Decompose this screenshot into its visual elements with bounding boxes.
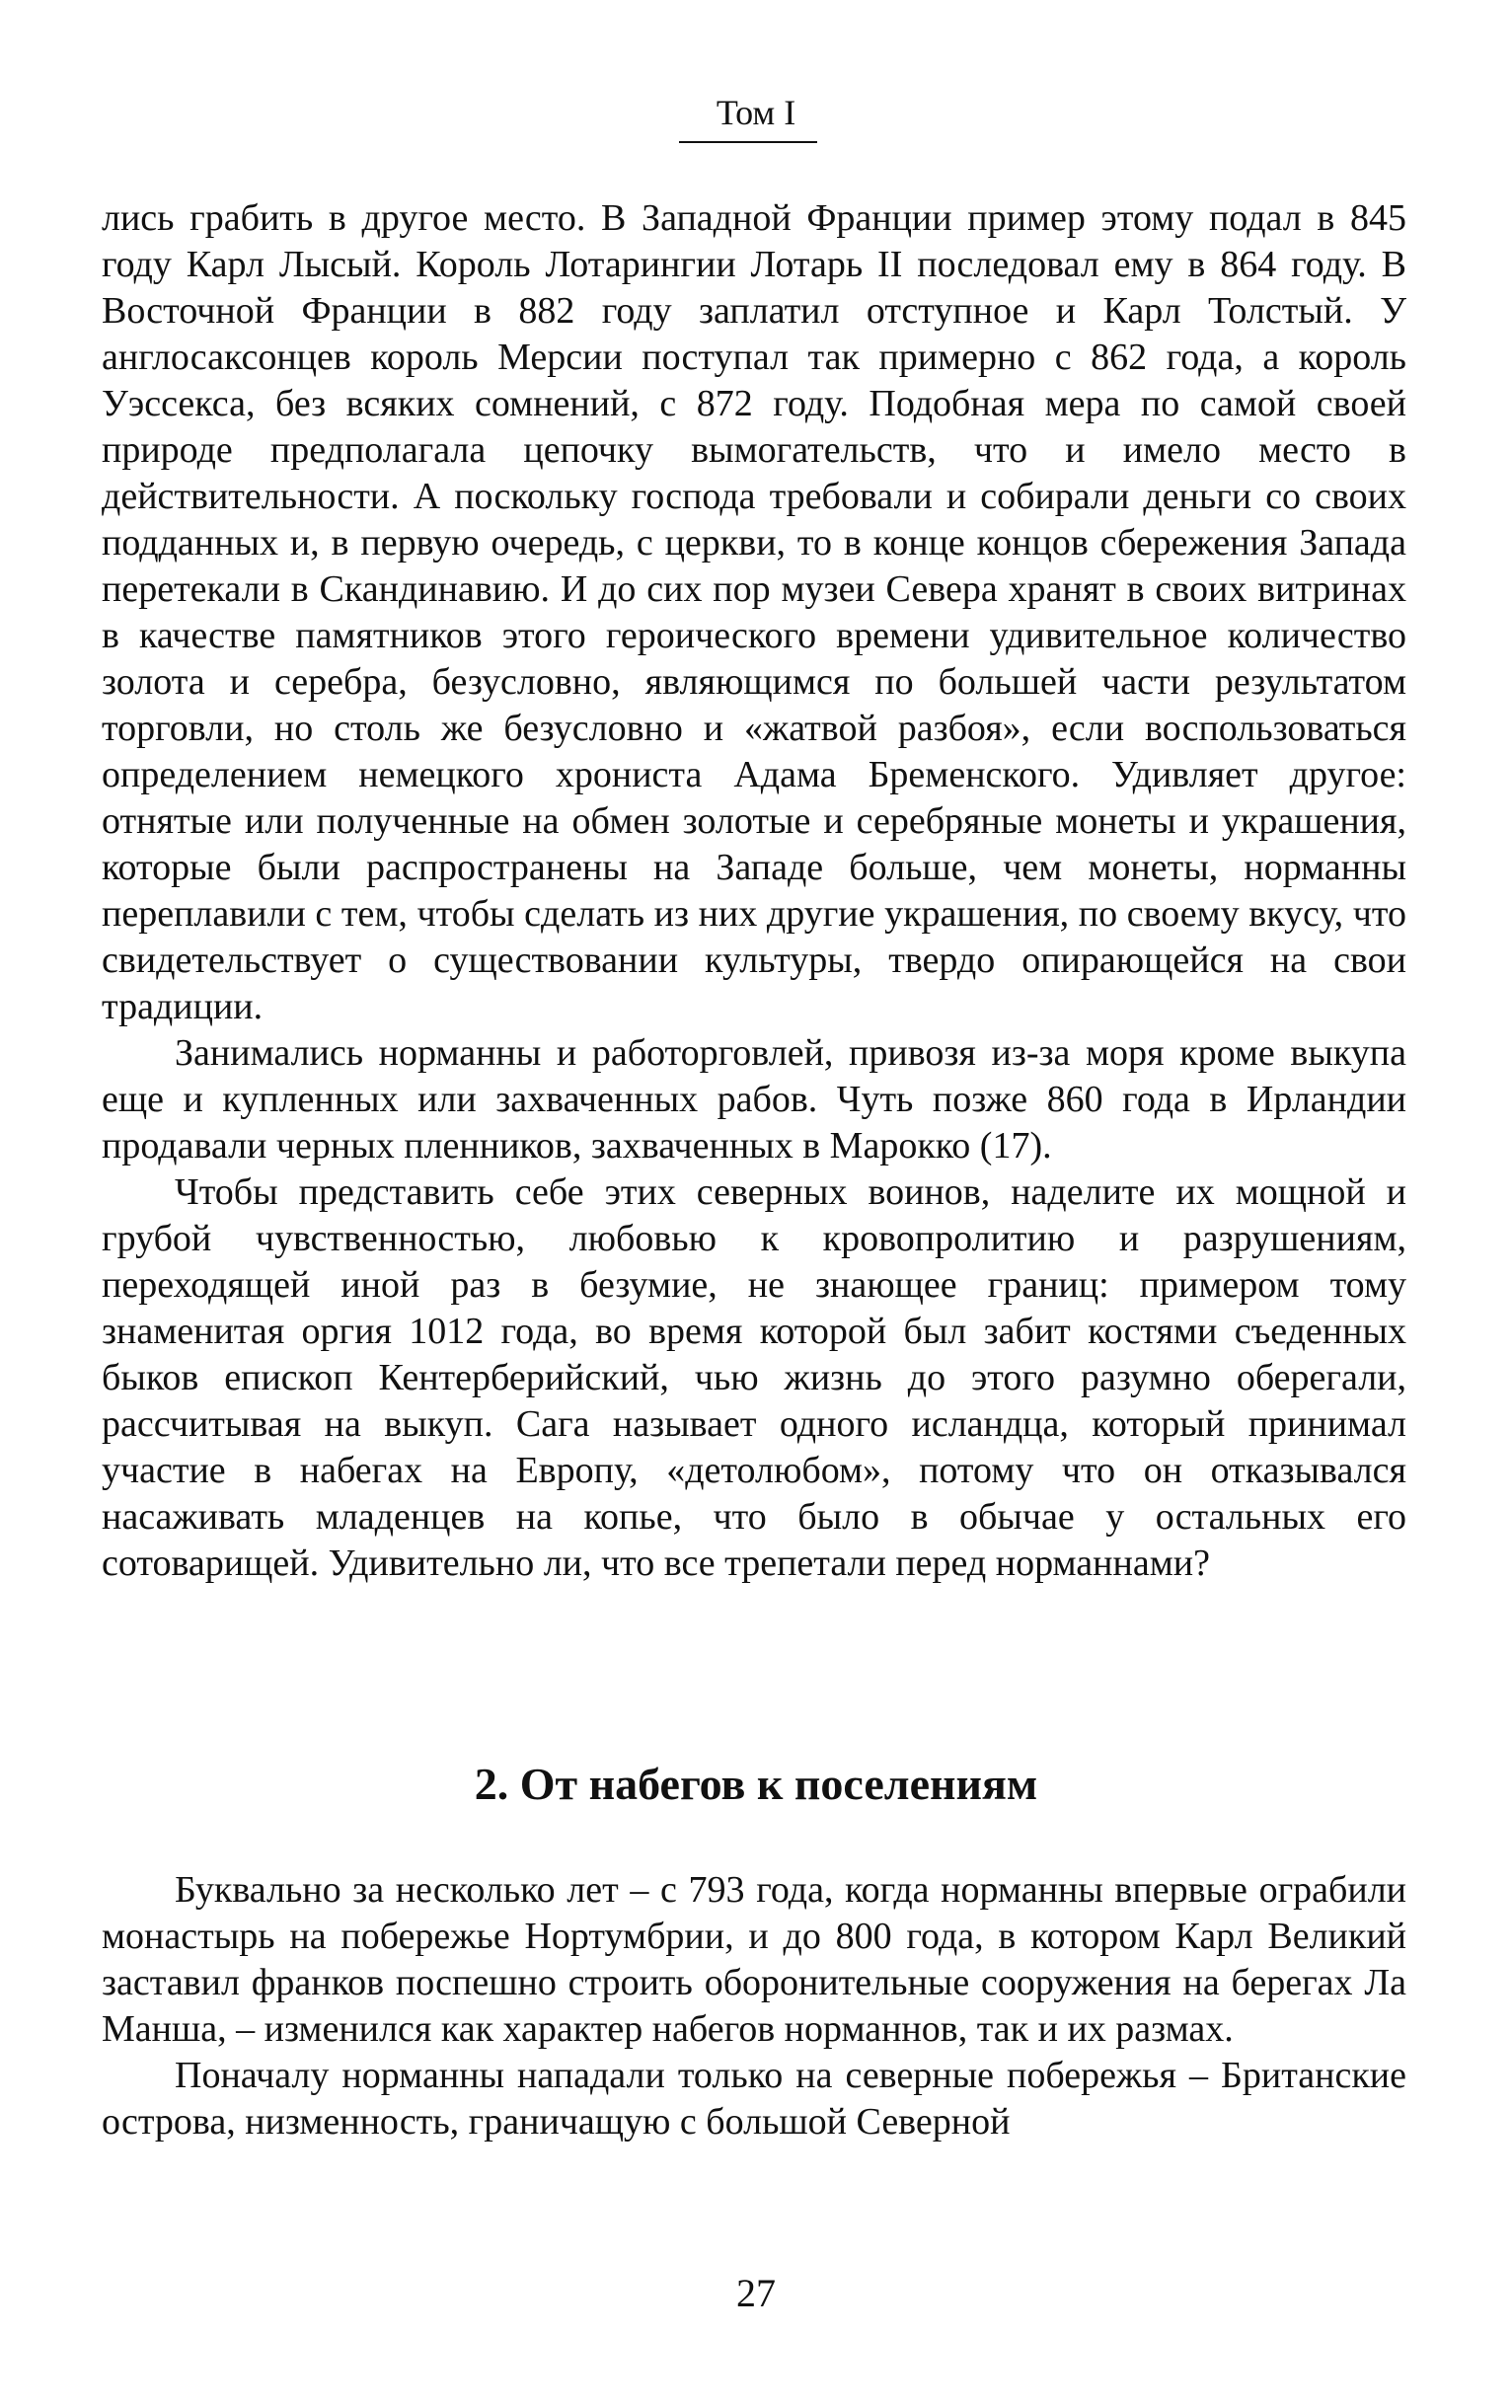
- page-number: 27: [736, 2271, 776, 2315]
- running-header: Том I: [716, 93, 796, 132]
- section-text: [102, 1867, 1406, 2145]
- paragraph: Буквально за несколько лет – с 793 года, когда норманны впервые ограбили монастырь на побережье Нортумбрии, и до 800 года, в котором Карл Великий заставил франков поспешно строить оборонительные сооружения на берегах Ла Манша, – изменился как характер набегов норманнов, так и их размах.: [102, 1869, 1406, 2050]
- paragraph: лись грабить в другое место. В Западной Франции пример этому подал в 845 году Карл Лысый. Король Лотарингии Лотарь II последовал ему в 864 году. В Восточной Франции в 882 году заплатил отступное и Карл Толстый. У англосаксонцев король Мерсии поступал так примерно с 862 года, а король Уэссекса, без всяких сомнений, с 872 году. Подобная мера по самой своей природе предполагала цепочку вымогательств, что и имело место в действительности. А поскольку господа требовали и собирали деньги со своих подданных и, в первую очередь, с церкви, то в конце концов сбережения Запада перетекали в Скандинавию. И до сих пор музеи Севера хранят в своих витринах в качестве памятников этого героического времени удивительное количество золота и серебра, безусловно, являющимся по большей части результатом торговли, но столь же безусловно и «жатвой разбоя», если воспользоваться определением немецкого хрониста Адама Бременского. Удивляет другое: отнятые или полученные на обмен золотые и серебряные монеты и украшения, которые были распространены на Западе больше, чем монеты, норманны переплавили с тем, чтобы сделать из них другие украшения, по своему вкусу, что свидетельствует о существовании культуры, твердо опирающейся на свои традиции.: [102, 197, 1406, 1027]
- paragraph: Чтобы представить себе этих северных воинов, наделите их мощной и грубой чувственностью, любовью к кровопролитию и разрушениям, переходящей иной раз в безумие, не знающее границ: примером тому знаменитая оргия 1012 года, во время которой был забит костями съеденных быков епископ Кентерберийский, чью жизнь до этого разумно оберегали, рассчитывая на выкуп. Сага называет одного исландца, который принимал участие в набегах на Европу, «детолюбом», потому что он отказывался насаживать младенцев на копье, что было в обычае у остальных его сотоварищей. Удивительно ли, что все трепетали перед норманнами?: [102, 1171, 1406, 1584]
- section-heading: 2. От набегов к поселениям: [474, 1759, 1038, 1809]
- main-text: [102, 195, 1406, 1587]
- paragraph: Занимались норманны и работорговлей, привозя из-за моря кроме выкупа еще и купленных или захваченных рабов. Чуть позже 860 года в Ирландии продавали черных пленников, захваченных в Марокко (17).: [102, 1032, 1406, 1166]
- header-underline: [679, 141, 817, 143]
- paragraph: Поначалу норманны нападали только на северные побережья – Британские острова, низменность, граничащую с большой Северной: [102, 2055, 1406, 2143]
